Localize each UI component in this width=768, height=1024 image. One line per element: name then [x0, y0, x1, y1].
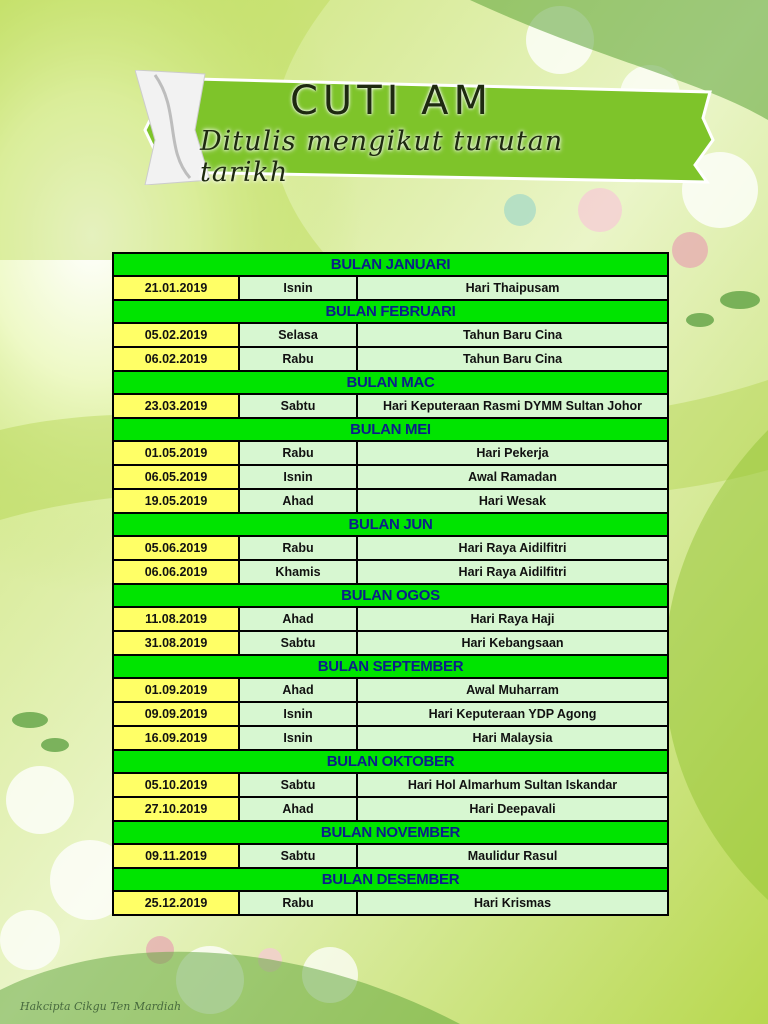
holiday-name: Hari Pekerja [358, 442, 667, 464]
holiday-row [114, 561, 667, 585]
holiday-name: Hari Raya Haji [358, 608, 667, 630]
holiday-row [114, 679, 667, 703]
holiday-date: 27.10.2019 [114, 798, 240, 820]
holiday-date: 06.05.2019 [114, 466, 240, 488]
holiday-day: Rabu [240, 892, 358, 914]
page-title: CUTI AM [290, 78, 494, 124]
credit-watermark: Hakcipta Cikgu Ten Mardiah [20, 1000, 182, 1013]
month-header: BULAN NOVEMBER [114, 822, 667, 845]
holiday-name: Maulidur Rasul [358, 845, 667, 867]
holiday-day: Rabu [240, 442, 358, 464]
month-header: BULAN OGOS [114, 585, 667, 608]
month-header: BULAN SEPTEMBER [114, 656, 667, 679]
holiday-row [114, 892, 667, 914]
holiday-date: 31.08.2019 [114, 632, 240, 654]
holiday-row [114, 324, 667, 348]
month-header: BULAN OKTOBER [114, 751, 667, 774]
holiday-name: Hari Hol Almarhum Sultan Iskandar [358, 774, 667, 796]
holiday-date: 21.01.2019 [114, 277, 240, 299]
holiday-day: Selasa [240, 324, 358, 346]
month-header: BULAN MAC [114, 372, 667, 395]
holiday-row [114, 632, 667, 656]
holiday-day: Isnin [240, 277, 358, 299]
holiday-name: Hari Thaipusam [358, 277, 667, 299]
holiday-name: Hari Krismas [358, 892, 667, 914]
holiday-name: Tahun Baru Cina [358, 324, 667, 346]
holiday-row [114, 727, 667, 751]
holiday-row [114, 774, 667, 798]
holiday-day: Ahad [240, 608, 358, 630]
holiday-day: Sabtu [240, 774, 358, 796]
holiday-date: 11.08.2019 [114, 608, 240, 630]
holiday-date: 01.05.2019 [114, 442, 240, 464]
holiday-date: 01.09.2019 [114, 679, 240, 701]
holiday-name: Hari Raya Aidilfitri [358, 561, 667, 583]
month-header: BULAN DESEMBER [114, 869, 667, 892]
holiday-name: Hari Deepavali [358, 798, 667, 820]
holiday-name: Tahun Baru Cina [358, 348, 667, 370]
holiday-day: Sabtu [240, 845, 358, 867]
holiday-day: Sabtu [240, 632, 358, 654]
holiday-date: 06.02.2019 [114, 348, 240, 370]
holiday-row [114, 466, 667, 490]
holiday-row [114, 490, 667, 514]
holiday-row [114, 442, 667, 466]
month-header: BULAN MEI [114, 419, 667, 442]
holiday-day: Ahad [240, 679, 358, 701]
holiday-table [112, 252, 669, 916]
holiday-date: 09.09.2019 [114, 703, 240, 725]
holiday-date: 05.02.2019 [114, 324, 240, 346]
holiday-row [114, 348, 667, 372]
holiday-name: Hari Malaysia [358, 727, 667, 749]
holiday-day: Khamis [240, 561, 358, 583]
holiday-name: Hari Wesak [358, 490, 667, 512]
holiday-day: Isnin [240, 466, 358, 488]
holiday-date: 16.09.2019 [114, 727, 240, 749]
holiday-row [114, 537, 667, 561]
holiday-name: Awal Muharram [358, 679, 667, 701]
month-header: BULAN FEBRUARI [114, 301, 667, 324]
holiday-date: 19.05.2019 [114, 490, 240, 512]
holiday-day: Isnin [240, 703, 358, 725]
month-header: BULAN JANUARI [114, 254, 667, 277]
holiday-name: Hari Raya Aidilfitri [358, 537, 667, 559]
holiday-date: 06.06.2019 [114, 561, 240, 583]
holiday-row [114, 395, 667, 419]
month-header: BULAN JUN [114, 514, 667, 537]
holiday-row [114, 608, 667, 632]
holiday-row [114, 277, 667, 301]
page-subtitle: Ditulis mengikut turutan tarikh [200, 126, 564, 188]
holiday-date: 05.06.2019 [114, 537, 240, 559]
holiday-day: Isnin [240, 727, 358, 749]
holiday-day: Ahad [240, 798, 358, 820]
holiday-day: Ahad [240, 490, 358, 512]
holiday-row [114, 845, 667, 869]
holiday-date: 23.03.2019 [114, 395, 240, 417]
holiday-row [114, 798, 667, 822]
holiday-date: 05.10.2019 [114, 774, 240, 796]
holiday-day: Sabtu [240, 395, 358, 417]
holiday-date: 25.12.2019 [114, 892, 240, 914]
holiday-day: Rabu [240, 348, 358, 370]
holiday-name: Hari Keputeraan Rasmi DYMM Sultan Johor [358, 395, 667, 417]
holiday-name: Awal Ramadan [358, 466, 667, 488]
holiday-date: 09.11.2019 [114, 845, 240, 867]
holiday-row [114, 703, 667, 727]
holiday-day: Rabu [240, 537, 358, 559]
holiday-name: Hari Keputeraan YDP Agong [358, 703, 667, 725]
holiday-name: Hari Kebangsaan [358, 632, 667, 654]
